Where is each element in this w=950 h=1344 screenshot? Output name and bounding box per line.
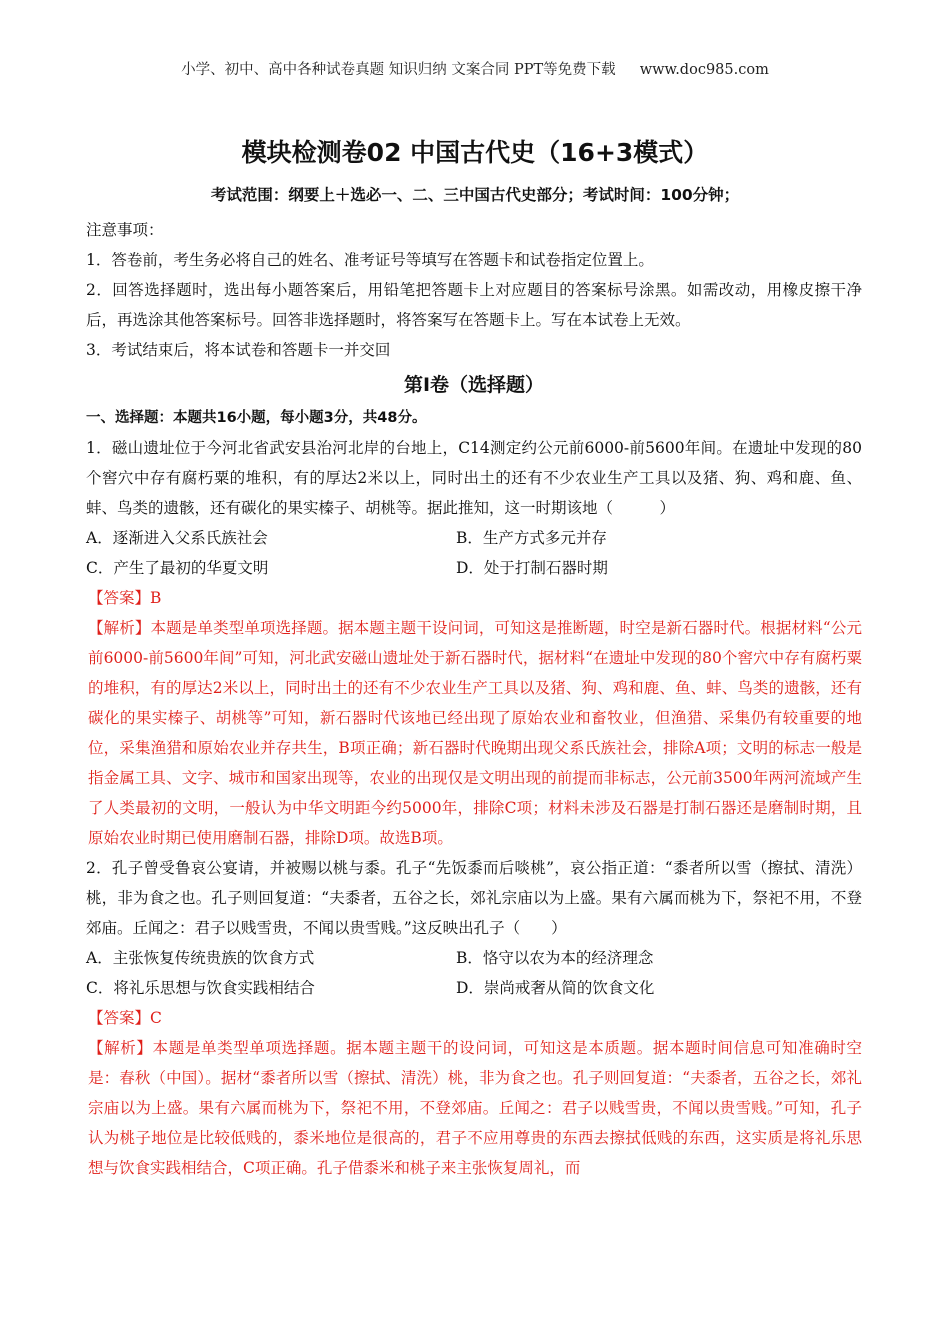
part-heading: 一、选择题：本题共16小题，每小题3分，共48分。 <box>86 410 427 426</box>
question-2-option-c: C．将礼乐思想与饮食实践相结合 <box>86 979 315 997</box>
question-2-options-row-2 <box>86 973 862 1003</box>
document-title: 模块检测卷02 中国古代史（16+3模式） <box>241 138 709 167</box>
question-1-option-c: C．产生了最初的华夏文明 <box>86 559 269 577</box>
page-header <box>0 58 950 79</box>
question-1-options-row-2 <box>86 553 862 583</box>
question-2-options-row-1 <box>86 943 862 973</box>
question-2-option-d: D．崇尚戒奢从简的饮食文化 <box>456 979 655 997</box>
question-2-option-a: A．主张恢复传统贵族的饮食方式 <box>86 949 315 967</box>
question-1-analysis: 【解析】本题是单类型单项选择题。据本题主题干设问词，可知这是推断题，时空是新石器时代。根据材料“公元前6000-前5600年间”可知，河北武安磁山遗址处于新石器时代，据材料“在遗址中发现的80个窖穴中存有腐朽粟的堆积，有的厚达2米以上，同时出土的还有不少农业生产工具以及猪、狗、鸡和鹿、鱼、蚌、鸟类的遗骸，还有碳化的果实榛子、胡桃等”可知，新石器时代该地已经出现了原始农业和畜牧业，但渔猎、采集仍有较重要的地位，采集渔猎和原始农业并存共生，B项正确；新石器时代晚期出现父系氏族社会，排除A项；文明的标志一般是指金属工具、文字、城市和国家出现等，农业的出现仅是文明出现的前提而非标志，公元前3500年两河流域产生了人类最初的文明，一般认为中华文明距今约5000年，排除C项；材料未涉及石器是打制石器还是磨制时期，且原始农业时期已使用磨制石器，排除D项。故选B项。 <box>88 619 862 847</box>
question-1-options-row-1 <box>86 523 862 553</box>
question-1-option-a: A．逐渐进入父系氏族社会 <box>86 529 268 547</box>
header-text: 小学、初中、高中各种试卷真题 知识归纳 文案合同 PPT等免费下载 <box>181 62 616 78</box>
question-1-option-b: B．生产方式多元并存 <box>456 529 607 547</box>
note-item-1: 1．答卷前，考生务必将自己的姓名、准考证号等填写在答题卡和试卷指定位置上。 <box>86 251 654 269</box>
question-1-option-d: D．处于打制石器时期 <box>456 559 608 577</box>
header-site-link[interactable]: www.doc985.com <box>639 62 769 78</box>
note-item-3: 3．考试结束后，将本试卷和答题卡一并交回 <box>86 341 391 359</box>
note-item-2: 2．回答选择题时，选出每小题答案后，用铅笔把答题卡上对应题目的答案标号涂黑。如需改动，用橡皮擦干净后，再选涂其他答案标号。回答非选择题时，将答案写在答题卡上。写在本试卷上无效。 <box>86 281 862 329</box>
question-2-analysis: 【解析】本题是单类型单项选择题。据本题主题干的设问词，可知这是本质题。据本题时间信息可知准确时空是：春秋（中国）。据材“黍者所以雪（擦拭、清洗）桃，非为食之也。孔子则回复道：“夫黍者，五谷之长，郊礼宗庙以为上盛。果有六属而桃为下，祭祀不用，不登郊庙。丘闻之：君子以贱雪贵，不闻以贵雪贱。”可知，孔子认为桃子地位是比较低贱的，黍米地位是很高的，君子不应用尊贵的东西去擦拭低贱的东西，这实质是将礼乐思想与饮食实践相结合，C项正确。孔子借黍米和桃子来主张恢复周礼，而 <box>88 1039 862 1177</box>
question-2-option-b: B．恪守以农为本的经济理念 <box>456 949 654 967</box>
exam-scope: 考试范围：纲要上＋选必一、二、三中国古代史部分；考试时间：100分钟； <box>210 186 740 204</box>
question-2-answer: 【答案】C <box>88 1009 162 1027</box>
question-2-stem: 2．孔子曾受鲁哀公宴请，并被赐以桃与黍。孔子“先饭黍而后啖桃”，哀公指正道：“黍者所以雪（擦拭、清洗）桃，非为食之也。孔子则回复道：“夫黍者，五谷之长，郊礼宗庙以为上盛。果有六属而桃为下，祭祀不用，不登郊庙。丘闻之：君子以贱雪贵，不闻以贵雪贱。”这反映出孔子（ ） <box>86 859 862 937</box>
document-body <box>86 215 862 1183</box>
question-1-answer: 【答案】B <box>88 589 162 607</box>
notes-heading: 注意事项： <box>86 221 164 239</box>
question-1-stem: 1．磁山遗址位于今河北省武安县治河北岸的台地上，C14测定约公元前6000-前5600年间。在遗址中发现的80个窖穴中存有腐朽粟的堆积，有的厚达2米以上，同时出土的还有不少农业生产工具以及猪、狗、鸡和鹿、鱼、蚌、鸟类的遗骸，还有碳化的果实榛子、胡桃等。据此推知，这一时期该地（ ） <box>86 439 862 517</box>
section-title: 第I卷（选择题） <box>403 374 545 396</box>
